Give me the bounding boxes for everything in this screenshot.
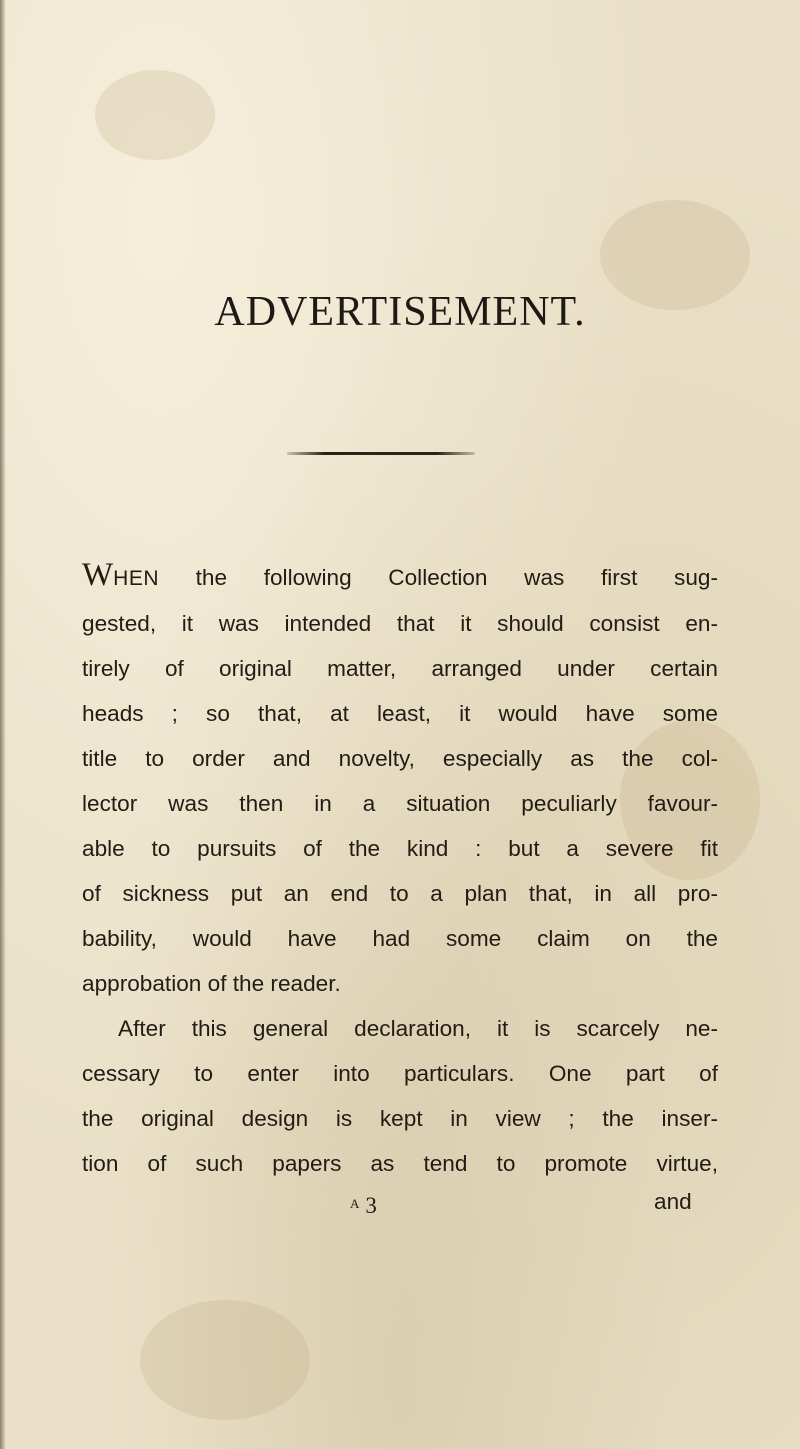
body-line: approbation of the reader.: [82, 971, 341, 996]
page-edge-shadow: [0, 0, 6, 1449]
body-line: the original design is kept in view ; the inser-: [82, 1106, 718, 1131]
signature-number: 3: [365, 1193, 377, 1218]
body-line: tion of such papers as tend to promote virtue,: [82, 1151, 718, 1176]
paper-stain: [140, 1300, 310, 1420]
first-word-caps: HEN: [113, 567, 159, 590]
body-line: cessary to enter into particulars. One part of: [82, 1061, 718, 1086]
body-line: title to order and novelty, especially as the col-: [82, 746, 718, 771]
body-line: lector was then in a situation peculiarly favour-: [82, 791, 718, 816]
initial-letter: W: [82, 557, 114, 593]
body-line: of sickness put an end to a plan that, in all pro-: [82, 881, 718, 906]
body-paragraphs: [82, 555, 718, 1186]
signature-mark: [350, 1193, 377, 1219]
body-line: able to pursuits of the kind : but a severe fit: [82, 836, 718, 861]
signature-letter: A: [350, 1196, 360, 1211]
body-line: bability, would have had some claim on the: [82, 926, 718, 951]
catchword: and: [654, 1189, 692, 1214]
title-divider: [287, 452, 475, 455]
body-line: After this general declaration, it is scarcely ne-: [118, 1016, 718, 1041]
body-line-text: the following Collection was first sug-: [159, 565, 718, 590]
page-title: ADVERTISEMENT.: [214, 289, 586, 335]
paper-stain: [95, 70, 215, 160]
body-line: gested, it was intended that it should consist en-: [82, 611, 718, 636]
body-line: tirely of original matter, arranged under certain: [82, 656, 718, 681]
body-line: heads ; so that, at least, it would have some: [82, 701, 718, 726]
body-line: [82, 555, 718, 601]
